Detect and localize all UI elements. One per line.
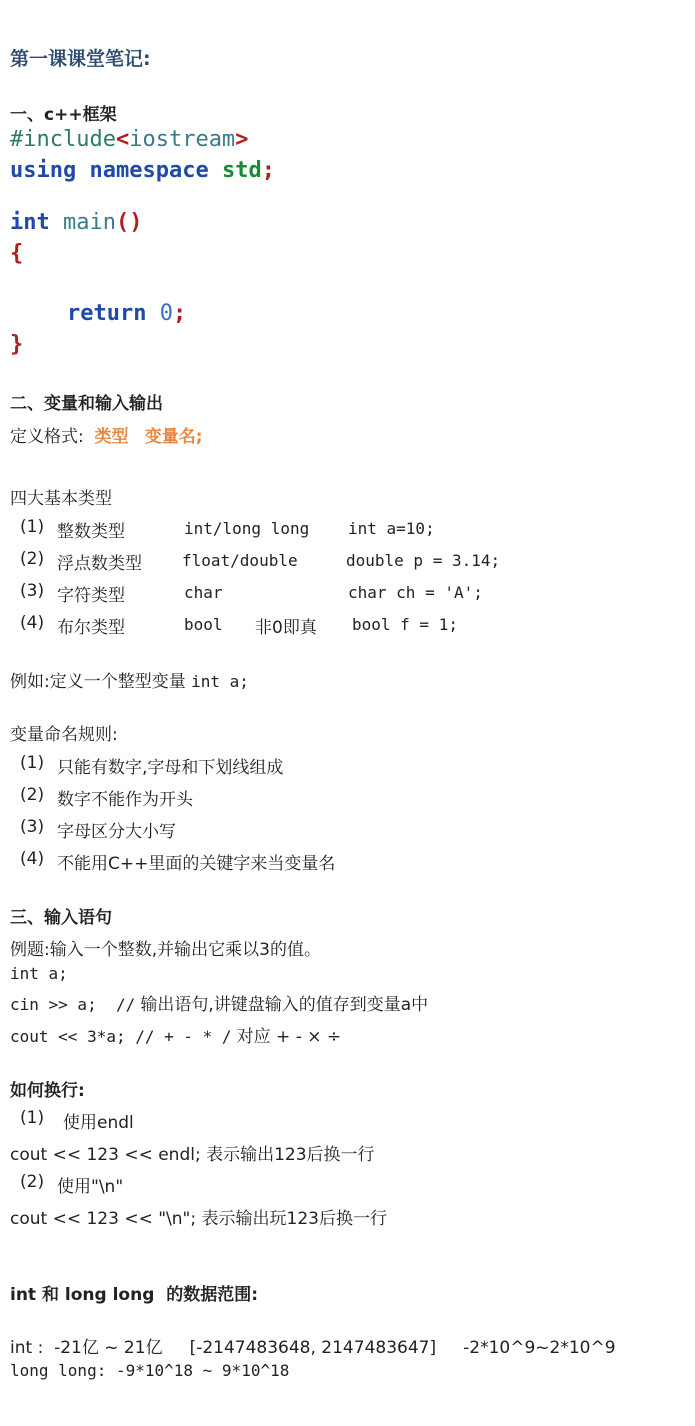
return-semicolon: ; xyxy=(172,301,187,326)
type-num: (1) xyxy=(20,517,45,537)
angle-open: < xyxy=(115,127,130,152)
cin-code: cin >> a; // xyxy=(10,995,136,1014)
naming-rule-text: 只能有数字,字母和下划线组成 xyxy=(57,758,284,778)
using-keyword: using xyxy=(10,158,77,183)
naming-rule-text: 数字不能作为开头 xyxy=(57,790,193,810)
type-example: char ch = 'A'; xyxy=(348,583,483,602)
newline-item-num: (1) xyxy=(20,1108,45,1128)
code-return-line xyxy=(67,301,186,326)
type-ctype: char xyxy=(184,583,223,602)
parens: () xyxy=(115,210,143,235)
type-name: 布尔类型 xyxy=(57,618,125,638)
semicolon: ; xyxy=(261,158,275,183)
cout-comment: 对应 + - × ÷ xyxy=(236,1027,342,1047)
problem-statement: 例题:输入一个整数,并输出它乘以3的值。 xyxy=(10,940,321,960)
return-value: 0 xyxy=(159,301,173,326)
def-label: 定义格式: xyxy=(10,427,84,447)
code-cout-line xyxy=(10,1022,341,1047)
example-line xyxy=(10,667,249,692)
definition-format xyxy=(10,422,203,447)
code-include-line xyxy=(10,127,248,152)
type-num: (4) xyxy=(20,613,45,633)
code-cin-line xyxy=(10,990,428,1015)
type-num: (3) xyxy=(20,581,45,601)
type-ctype: int/long long xyxy=(184,519,310,538)
section-heading-newline: 如何换行: xyxy=(10,1081,85,1101)
types-title: 四大基本类型 xyxy=(10,489,112,509)
close-brace: } xyxy=(10,332,24,357)
section-heading-variables: 二、变量和输入输出 xyxy=(10,394,163,414)
naming-title: 变量命名规则: xyxy=(10,725,118,745)
naming-rule-text: 字母区分大小写 xyxy=(57,822,176,842)
namespace-keyword: namespace xyxy=(89,158,209,183)
longlong-range: long long: -9*10^18 ~ 9*10^18 xyxy=(10,1361,290,1380)
page-title: 第一课课堂笔记: xyxy=(10,48,151,70)
type-example: int a=10; xyxy=(348,519,435,538)
naming-rule-num: (1) xyxy=(20,753,45,773)
include-directive: #include xyxy=(10,127,116,152)
type-example: double p = 3.14; xyxy=(346,551,501,570)
type-example: bool f = 1; xyxy=(352,615,458,634)
type-ctype: float/double xyxy=(182,551,298,570)
type-num: (2) xyxy=(20,549,45,569)
std-keyword: std xyxy=(221,158,262,183)
code-main-line xyxy=(10,210,142,235)
newline-item-num: (2) xyxy=(20,1172,45,1192)
cin-comment: 输出语句,讲键盘输入的值存到变量a中 xyxy=(140,995,429,1015)
main-function: main xyxy=(63,210,116,235)
section-heading-framework: 一、c++框架 xyxy=(10,105,117,125)
open-brace: { xyxy=(10,241,24,266)
section-heading-input: 三、输入语句 xyxy=(10,908,112,928)
example-code: int a; xyxy=(191,672,249,691)
example-label: 例如:定义一个整型变量 xyxy=(10,672,186,692)
newline-item-text: 使用"\n" xyxy=(57,1177,124,1197)
naming-rule-num: (4) xyxy=(20,849,45,869)
header-name: iostream xyxy=(129,127,236,152)
def-type: 类型 xyxy=(94,427,129,447)
code-declare: int a; xyxy=(10,964,68,983)
naming-rule-text: 不能用C++里面的关键字来当变量名 xyxy=(57,854,336,874)
int-keyword: int xyxy=(10,210,50,235)
return-keyword: return xyxy=(67,301,147,326)
angle-close: > xyxy=(235,127,249,152)
int-range: int : -21亿 ~ 21亿 [-2147483648, 2147483647] -2*10^9~2*10^9 xyxy=(10,1338,616,1358)
cout-code: cout << 3*a; // + - * / xyxy=(10,1027,232,1046)
naming-rule-num: (3) xyxy=(20,817,45,837)
section-heading-range: int 和 long long 的数据范围: xyxy=(10,1285,259,1305)
type-ctype: bool xyxy=(184,615,223,634)
code-using-line xyxy=(10,158,275,183)
type-name: 整数类型 xyxy=(57,522,125,542)
newline-example: cout << 123 << endl; 表示输出123后换一行 xyxy=(10,1145,375,1165)
type-name: 浮点数类型 xyxy=(57,554,142,574)
newline-item-text: 使用endl xyxy=(63,1113,134,1133)
newline-example: cout << 123 << "\n"; 表示输出玩123后换一行 xyxy=(10,1209,387,1229)
type-name: 字符类型 xyxy=(57,586,125,606)
def-name: 变量名; xyxy=(144,427,203,447)
naming-rule-num: (2) xyxy=(20,785,45,805)
type-extra: 非0即真 xyxy=(255,618,317,638)
